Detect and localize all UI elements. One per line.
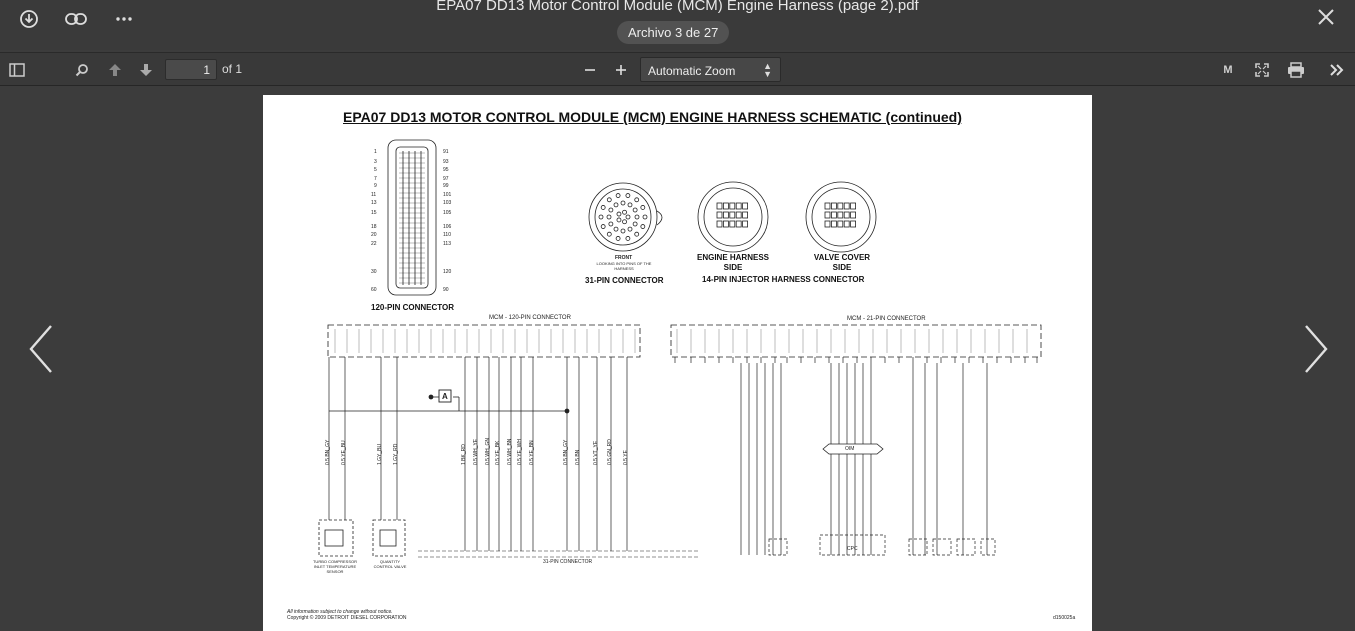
- pin-label-left: 30: [371, 269, 377, 275]
- pin-label-right: 93: [443, 159, 449, 165]
- zoom-in-icon[interactable]: [613, 60, 629, 80]
- wire-color-label: 0.5 YE_WH: [517, 438, 523, 465]
- sidebar-toggle-icon[interactable]: [8, 60, 26, 80]
- connector-120-graphic: [388, 140, 436, 295]
- next-file-icon[interactable]: [1300, 322, 1330, 376]
- wire-color-label: 0.5 WH_GN: [485, 438, 491, 465]
- pdf-page: [263, 95, 1092, 631]
- pin-label-left: 3: [374, 159, 377, 165]
- footer-copyright: Copyright © 2009 DETROIT DIESEL CORPORATION: [287, 615, 407, 621]
- pin-label-right: 103: [443, 200, 452, 206]
- wire-color-label: 0.5 BN_GY: [325, 439, 331, 465]
- engine-harness-side-label: ENGINE HARNESS SIDE: [696, 253, 769, 272]
- file-counter: Archivo 3 de 27: [617, 21, 729, 44]
- pin-label-right: 90: [443, 287, 449, 293]
- search-icon[interactable]: [73, 60, 91, 80]
- viewer-header: [0, 0, 1355, 50]
- fullscreen-icon[interactable]: [1253, 60, 1271, 80]
- wire-color-label: 1 GY_RD: [393, 443, 399, 465]
- pin-label-left: 20: [371, 232, 377, 238]
- wire-color-label: 0.5 VT_YE: [593, 440, 599, 465]
- wire-color-label: 0.5 WH_YE: [473, 438, 479, 465]
- pin-label-right: 110: [443, 232, 451, 238]
- page-number-input[interactable]: 1: [165, 59, 217, 80]
- pin-label-right: 91: [443, 149, 449, 155]
- zoom-select[interactable]: [640, 57, 781, 82]
- next-page-icon[interactable]: [137, 60, 155, 80]
- pin-label-left: 11: [371, 192, 377, 198]
- injector-connector-label: 14-PIN INJECTOR HARNESS CONNECTOR: [702, 275, 865, 284]
- sensor-turbo-label: TURBO COMPRESSOR INLET TEMPERATURE SENSOR: [312, 559, 357, 574]
- mcm-120-label: MCM - 120-PIN CONNECTOR: [489, 315, 571, 321]
- pdf-toolbar: [0, 52, 1355, 86]
- wire-color-label: 1 BK_RD: [461, 444, 467, 465]
- wire-color-label: 0.5 BN: [575, 449, 581, 465]
- oim-label: OIM: [845, 446, 855, 452]
- pin-label-right: 105: [443, 210, 452, 216]
- zoom-select-value: Automatic Zoom: [648, 64, 736, 78]
- mcm-21-label: MCM - 21-PIN CONNECTOR: [847, 316, 926, 322]
- pin-label-right: 97: [443, 176, 449, 182]
- pin-label-right: 120: [443, 269, 452, 275]
- pin-label-left: 60: [371, 287, 377, 293]
- pin-label-right: 101: [443, 192, 452, 198]
- presentation-mode-icon[interactable]: M: [1223, 64, 1233, 76]
- pin-label-left: 5: [374, 167, 377, 173]
- connector-31-label: 31-PIN CONNECTOR: [585, 276, 664, 285]
- splice-label: A: [442, 392, 448, 401]
- pin-label-left: 18: [371, 224, 377, 230]
- tools-icon[interactable]: [1328, 60, 1346, 80]
- pin-label-left: 15: [371, 210, 377, 216]
- schematic-diagram: [263, 95, 1092, 631]
- document-code: d150025a: [1053, 615, 1076, 621]
- pin-label-left: 1: [374, 149, 377, 155]
- connector-31-note: LOOKING INTO PINS OF THE HARNESS: [596, 261, 652, 271]
- pin-label-left: 22: [371, 241, 377, 247]
- wire-color-label: 0.5 BN_GY: [563, 439, 569, 465]
- mcm-120-box: [328, 325, 640, 357]
- wire-color-label: 0.5 YE_BK: [495, 440, 501, 465]
- wire-color-label: 0.5 YE_BN: [529, 440, 535, 465]
- mcm-21-box: [671, 325, 1041, 357]
- close-icon[interactable]: [1317, 7, 1335, 31]
- connector-120-label: 120-PIN CONNECTOR: [371, 303, 454, 312]
- pin-label-right: 106: [443, 224, 452, 230]
- print-icon[interactable]: [1286, 60, 1306, 80]
- previous-page-icon[interactable]: [106, 60, 124, 80]
- valve-cover-side-label: VALVE COVER SIDE: [813, 253, 871, 272]
- injector-connector-graphics: [698, 182, 876, 252]
- pin-label-left: 13: [371, 200, 377, 206]
- wire-color-label: 1 GY_BU: [377, 443, 383, 465]
- pin-label-left: 7: [374, 176, 377, 182]
- wire-color-label: 0.5 YE: [623, 450, 629, 465]
- pin-label-left: 9: [374, 183, 377, 189]
- document-title: EPA07 DD13 Motor Control Module (MCM) Engine Harness (page 2).pdf: [436, 0, 919, 14]
- footer-notice: All information subject to change without notice.: [287, 609, 393, 615]
- chevron-updown-icon: ▲ ▼: [763, 61, 772, 79]
- pin-label-right: 99: [443, 183, 449, 189]
- connector-31-front-label: FRONT: [615, 255, 633, 261]
- wire-color-label: 0.5 WH_BN: [507, 438, 513, 465]
- page-total: of 1: [222, 62, 243, 76]
- pin-label-right: 113: [443, 241, 451, 247]
- wire-color-label: 0.5 GN_RD: [607, 439, 613, 465]
- schematic-title: EPA07 DD13 MOTOR CONTROL MODULE (MCM) ENGINE HARNESS SCHEMATIC (continued): [343, 109, 962, 125]
- zoom-out-icon[interactable]: [582, 60, 598, 80]
- cpc-label: CPC: [847, 546, 858, 552]
- previous-file-icon[interactable]: [27, 322, 57, 376]
- connector-31-graphic: [589, 183, 662, 251]
- sensor-qcv-label: QUANTITY CONTROL VALVE: [373, 559, 407, 569]
- wire-color-label: 0.5 YE_BU: [341, 440, 347, 465]
- bottom-31-label: 31-PIN CONNECTOR: [543, 559, 593, 565]
- pin-label-right: 95: [443, 167, 449, 173]
